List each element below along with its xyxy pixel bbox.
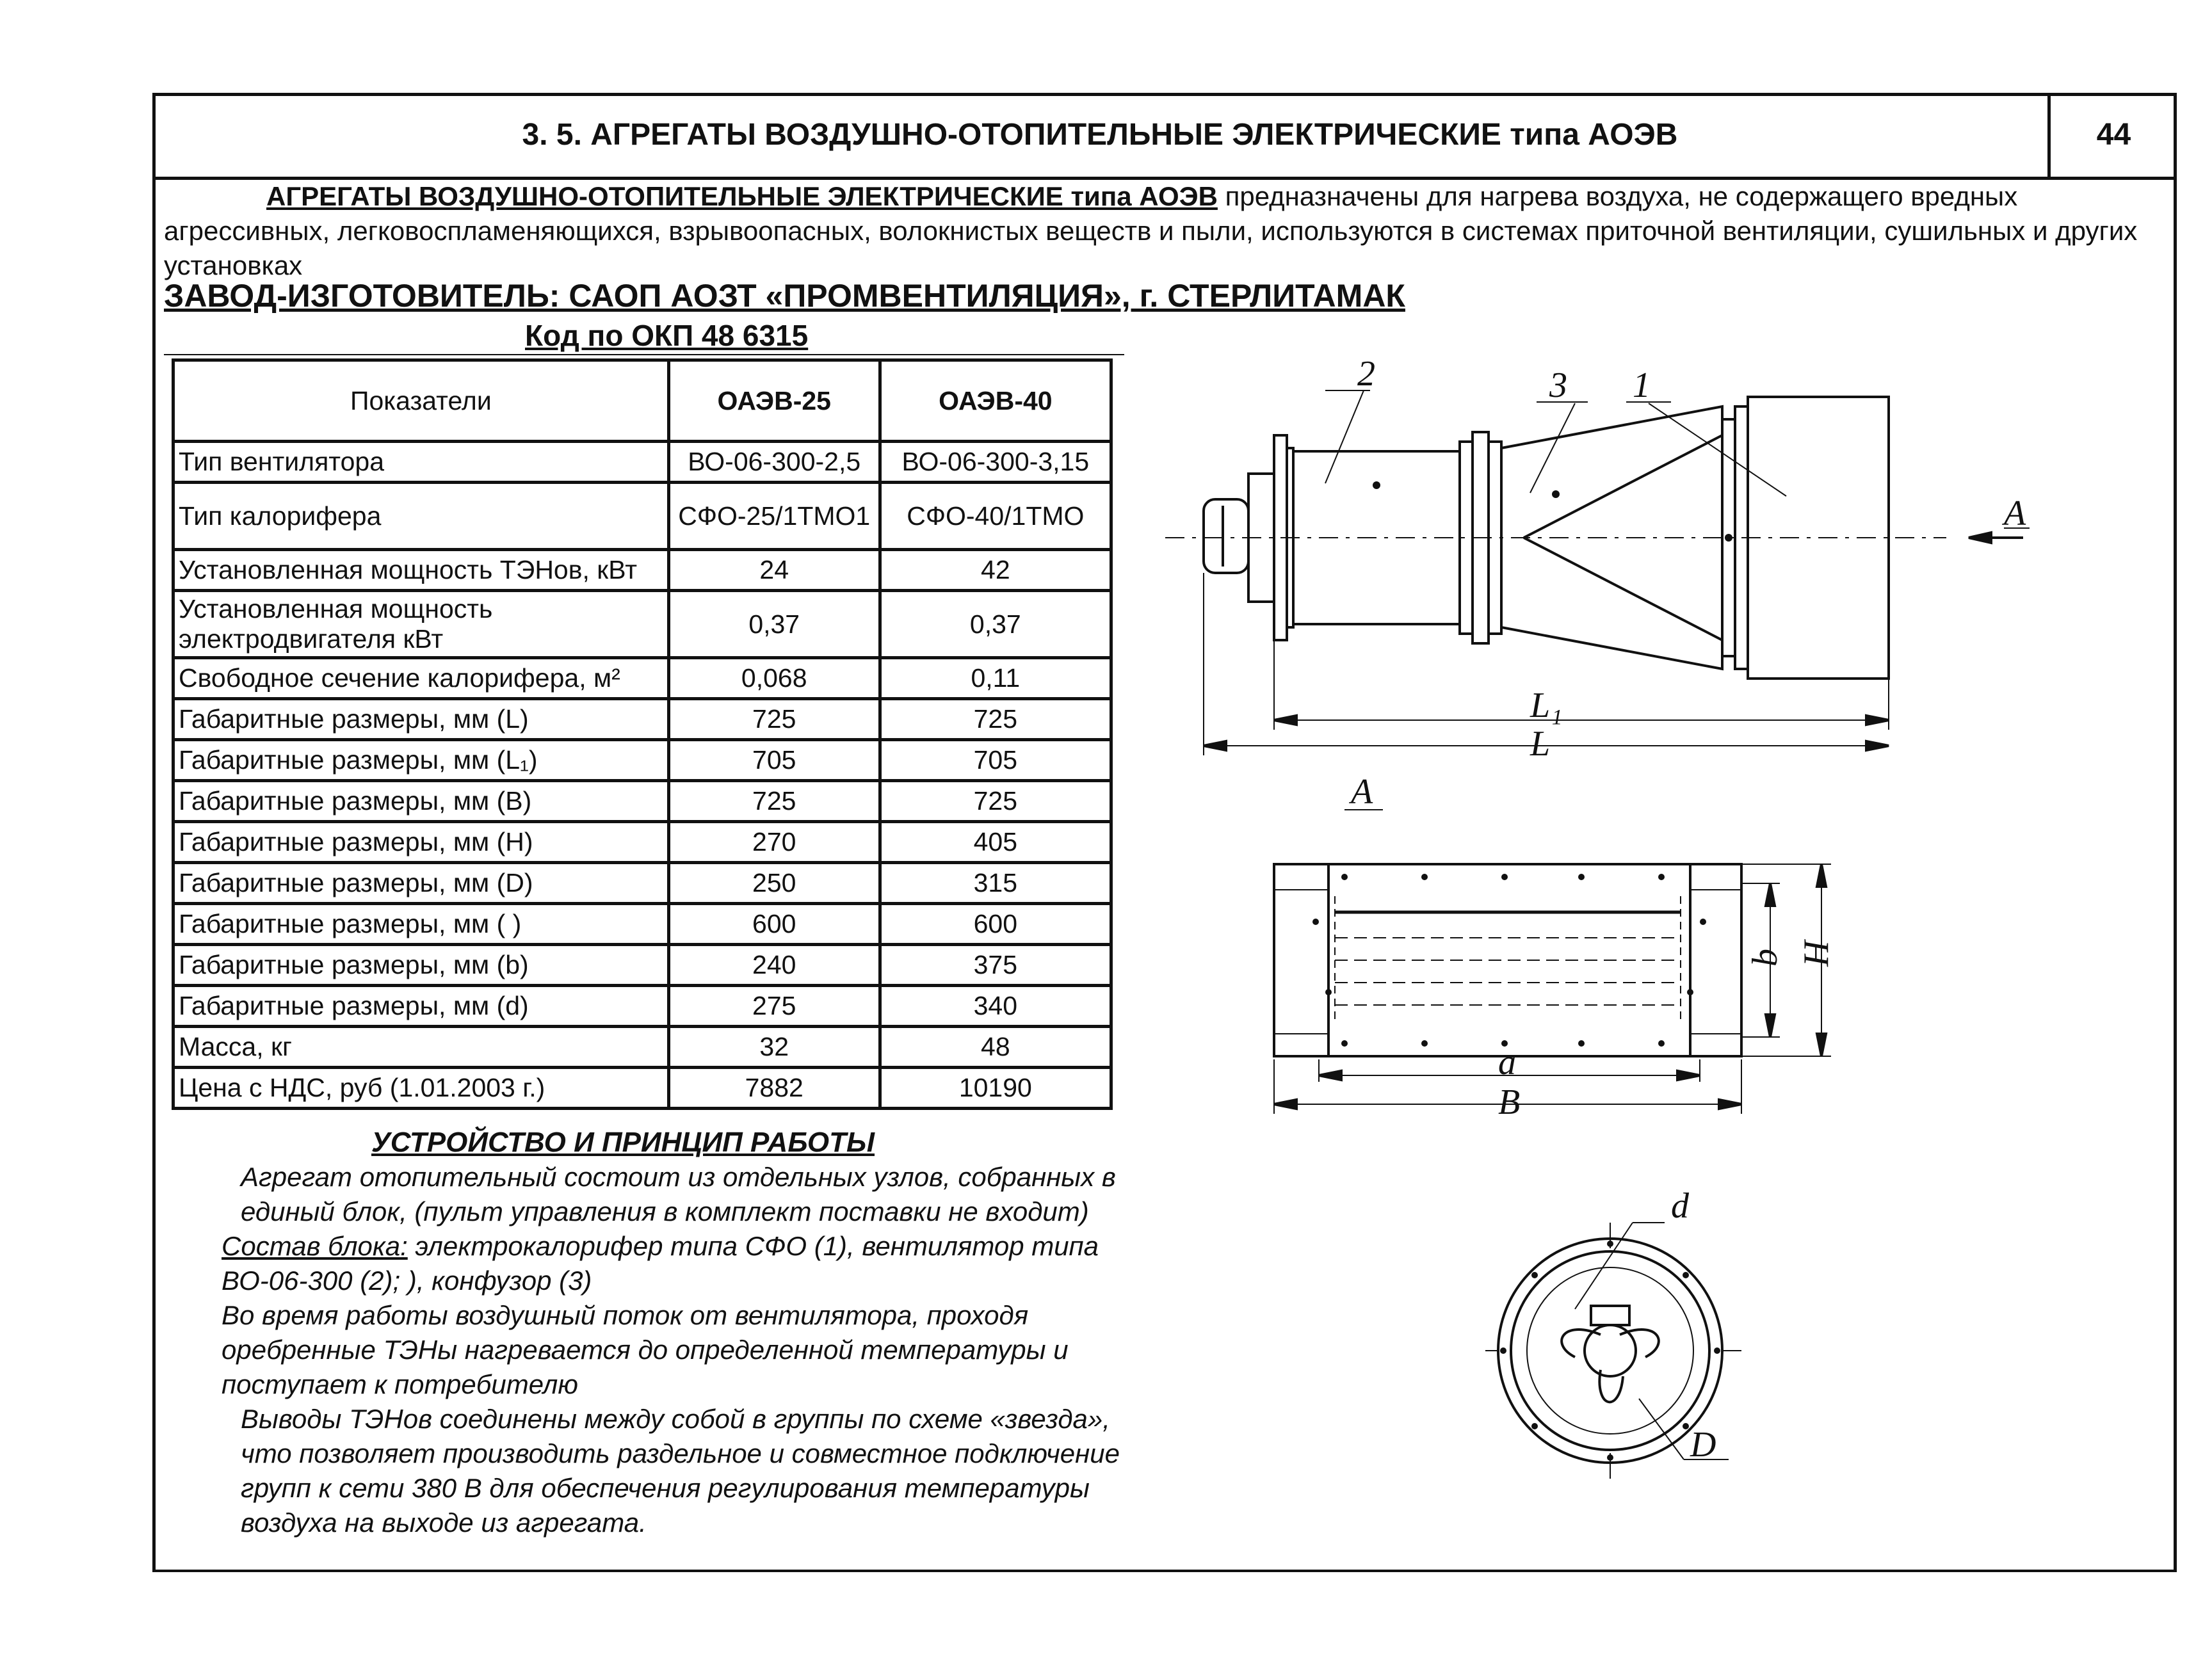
row-value: СФО-40/1ТМО (880, 483, 1111, 550)
dim-l1: L₁ (1530, 686, 1563, 725)
row-value: 725 (668, 699, 880, 740)
dim-b-small: b (1745, 949, 1785, 967)
row-value: 270 (668, 822, 880, 863)
okp-code: Код по ОКП 48 6315 (525, 319, 809, 352)
column-header: Показатели (174, 360, 669, 442)
row-label: Тип калорифера (174, 483, 669, 550)
table-row (174, 863, 1111, 904)
callout-2: 2 (1357, 354, 1375, 394)
device-paragraph: Агрегат отопительный состоит из отдельных узлов, собранных в единый блок, (пульт управления в комплект поставки не входит) (241, 1162, 1116, 1226)
row-value: 240 (668, 945, 880, 986)
row-label: Габаритные размеры, мм (d) (174, 986, 669, 1027)
okp-underline (164, 354, 1124, 355)
table-row (174, 822, 1111, 863)
row-value: 600 (668, 904, 880, 945)
row-value: ВО-06-300-2,5 (668, 442, 880, 483)
row-label: Габаритные размеры, мм (b) (174, 945, 669, 986)
intro-lead: АГРЕГАТЫ ВОЗДУШНО-ОТОПИТЕЛЬНЫЕ ЭЛЕКТРИЧЕСКИЕ типа АОЭВ (266, 181, 1218, 211)
table-row (174, 483, 1111, 550)
row-label: Тип вентилятора (174, 442, 669, 483)
table-row (174, 904, 1111, 945)
page-bottom-rule (152, 1570, 2177, 1572)
device-paragraph: Во время работы воздушный поток от вентилятора, проходя оребренные ТЭНы нагревается до определенной температуры и поступает к потребителю (222, 1300, 1069, 1399)
side-view (1165, 390, 2030, 755)
row-value: 340 (880, 986, 1111, 1027)
row-value: 375 (880, 945, 1111, 986)
dim-b: B (1498, 1082, 1521, 1122)
row-value: 725 (668, 781, 880, 822)
intro-text: предназначены для нагрева воздуха, не содержащего вредных агрессивных, легковоспламеняющихся, взрывоопасных, волокнистых веществ и пыли, используются в системах приточной вентиляции, сушильных и других установках (164, 181, 2138, 280)
row-value: 32 (668, 1027, 880, 1068)
section-title: 3. 5. АГРЕГАТЫ ВОЗДУШНО-ОТОПИТЕЛЬНЫЕ ЭЛЕКТРИЧЕСКИЕ типа АОЭВ (522, 118, 1678, 152)
row-value: 0,37 (880, 591, 1111, 658)
row-value: 24 (668, 550, 880, 591)
row-label: Цена с НДС, руб (1.01.2003 г.) (174, 1068, 669, 1109)
table-row (174, 740, 1111, 781)
row-value: 10190 (880, 1068, 1111, 1109)
dim-h: H (1796, 940, 1836, 967)
row-value: 0,37 (668, 591, 880, 658)
table-row (174, 1027, 1111, 1068)
row-label: Установленная мощность ТЭНов, кВт (174, 550, 669, 591)
row-value: 7882 (668, 1068, 880, 1109)
table-body (174, 442, 1111, 1109)
row-value: ВО-06-300-3,15 (880, 442, 1111, 483)
table-row (174, 550, 1111, 591)
table-row (174, 945, 1111, 986)
row-label: Габаритные размеры, мм (D) (174, 863, 669, 904)
table-row (174, 781, 1111, 822)
page-header (152, 93, 2177, 180)
table-row (174, 658, 1111, 699)
row-value: 600 (880, 904, 1111, 945)
table-row (174, 591, 1111, 658)
row-value: 0,11 (880, 658, 1111, 699)
callout-3: 3 (1549, 366, 1567, 405)
row-label: Габаритные размеры, мм (H) (174, 822, 669, 863)
table-row (174, 699, 1111, 740)
column-header: ОАЭВ-25 (668, 360, 880, 442)
row-label: Габаритные размеры, мм (L) (174, 699, 669, 740)
view-a-label: A (1351, 772, 1373, 812)
table-row (174, 1068, 1111, 1109)
dim-d-small: d (1671, 1186, 1689, 1226)
device-description (164, 1160, 1150, 1540)
row-label: Масса, кг (174, 1027, 669, 1068)
page-number: 44 (2047, 93, 2177, 177)
manufacturer: ЗАВОД-ИЗГОТОВИТЕЛЬ: САОП АОЗТ «ПРОМВЕНТИЛЯЦИЯ», г. СТЕРЛИТАМАК (164, 278, 1405, 314)
dim-d: D (1690, 1425, 1716, 1465)
technical-drawing (1165, 346, 2164, 1530)
row-value: 315 (880, 863, 1111, 904)
table-row (174, 442, 1111, 483)
outer-ring (1498, 1239, 1722, 1463)
row-label: Свободное сечение калорифера, м² (174, 658, 669, 699)
spec-table (172, 358, 1113, 1110)
dim-l: L (1530, 724, 1551, 764)
row-value: 0,068 (668, 658, 880, 699)
row-value: 705 (668, 740, 880, 781)
row-value: 725 (880, 699, 1111, 740)
row-value: 725 (880, 781, 1111, 822)
view-arrow-label: A (2004, 494, 2026, 533)
dim-a: a (1498, 1043, 1516, 1082)
row-label: Габаритные размеры, мм (L₁) (174, 740, 669, 781)
row-label: Габаритные размеры, мм ( ) (174, 904, 669, 945)
composition-text: электрокалорифер типа СФО (1), вентилятор типа ВО-06-300 (2); ), конфузор (3) (222, 1231, 1099, 1296)
row-label: Габаритные размеры, мм (B) (174, 781, 669, 822)
row-value: 48 (880, 1027, 1111, 1068)
callout-1: 1 (1633, 366, 1651, 405)
motor-housing (1204, 499, 1248, 573)
row-value: 42 (880, 550, 1111, 591)
confuser (1501, 406, 1722, 669)
device-title: УСТРОЙСТВО И ПРИНЦИП РАБОТЫ (371, 1127, 875, 1158)
device-paragraph: Выводы ТЭНов соединены между собой в группы по схеме «звезда», что позволяет производить раздельное и совместное подключение групп к сети 380 В для обеспечения регулирования температуры воздуха на выходе из агрегата. (241, 1404, 1120, 1538)
table-row (174, 986, 1111, 1027)
column-header: ОАЭВ-40 (880, 360, 1111, 442)
intro-paragraph (164, 179, 2161, 283)
row-value: 275 (668, 986, 880, 1027)
row-value: 405 (880, 822, 1111, 863)
row-value: СФО-25/1ТМО1 (668, 483, 880, 550)
device-paragraph (164, 1229, 1150, 1298)
table-header-row (174, 360, 1111, 442)
row-value: 705 (880, 740, 1111, 781)
row-value: 250 (668, 863, 880, 904)
row-label: Установленная мощность электродвигателя кВт (174, 591, 669, 658)
composition-label: Состав блока: (222, 1231, 408, 1261)
